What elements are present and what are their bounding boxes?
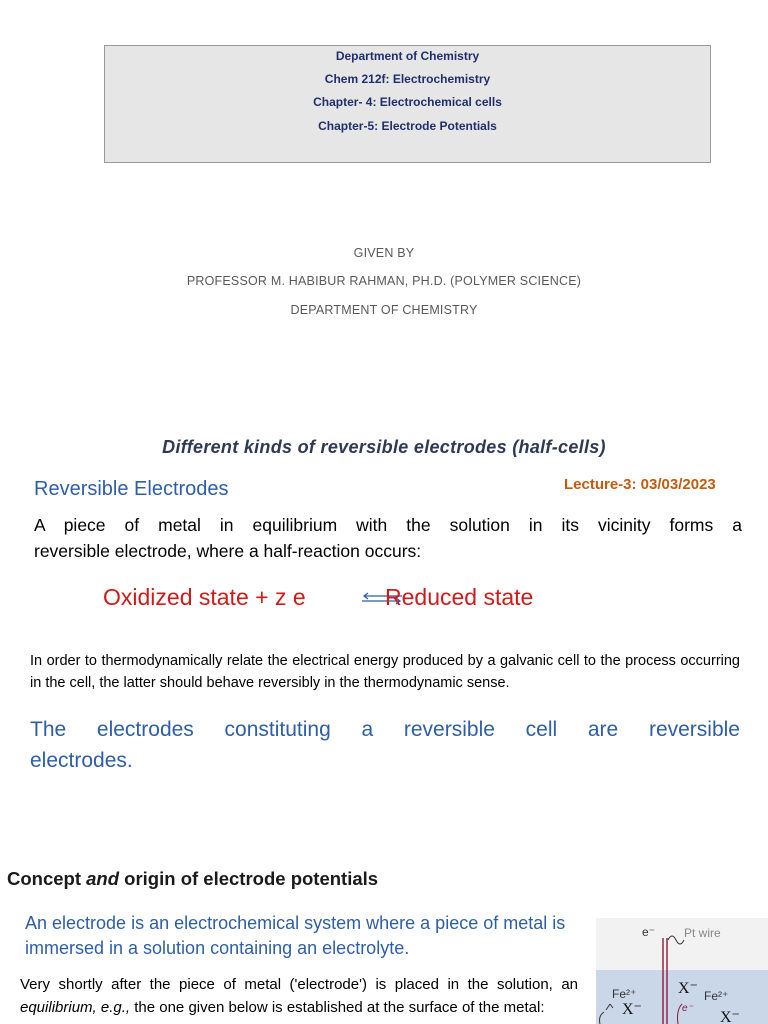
diagram-x-bottom-right: X⁻ — [720, 1009, 740, 1024]
reversible-electrodes-heading: Reversible Electrodes — [34, 478, 229, 500]
diagram-fe-left: Fe²⁺ — [612, 987, 637, 1001]
diagram-electron-label: e⁻ — [642, 925, 656, 939]
equilibrium-paragraph — [20, 973, 578, 1019]
header-chapter-4: Chapter- 4: Electrochemical cells — [313, 95, 502, 109]
given-by-dept: DEPARTMENT OF CHEMISTRY — [290, 303, 478, 317]
lecture-label: Lecture-3: 03/03/2023 — [564, 476, 716, 493]
electrode-definition: An electrode is an electrochemical system where a piece of metal is immersed in a solution containing an electrolyte. — [25, 913, 566, 958]
reversible-cell-line-2: electrodes. — [30, 749, 133, 772]
given-by-label: GIVEN BY — [353, 246, 415, 260]
equilibrium-emphasis: equilibrium, e.g., — [20, 999, 131, 1016]
thermodynamic-paragraph: In order to thermodynamically relate the electrical energy produced by a galvanic cell to the process occurring in the cell, the latter should behave reversibly in the thermodynamic sense. — [30, 653, 740, 691]
diagram-x-left: X⁻ — [622, 1001, 642, 1018]
concept-title-word: Concept — [7, 868, 81, 889]
header-chapter-5: Chapter-5: Electrode Potentials — [318, 119, 497, 133]
equilibrium-text-2: the one given below is established at the surface of the metal: — [130, 999, 545, 1016]
header-box — [104, 45, 711, 163]
slide-title: Different kinds of reversible electrodes (half-cells) — [162, 437, 606, 457]
electrode-diagram-svg — [596, 918, 768, 1024]
intro-line-1: A piece of metal in equilibrium with the solution in its vicinity forms a — [34, 515, 742, 535]
electrode-diagram — [596, 918, 768, 1024]
diagram-x-top-right: X⁻ — [678, 980, 698, 997]
diagram-electron-inner: e⁻ — [682, 1003, 693, 1014]
equilibrium-text-1: Very shortly after the piece of metal ('electrode') is placed in the solution, an — [20, 976, 578, 993]
given-by-name: PROFESSOR M. HABIBUR RAHMAN, PH.D. (POLYMER SCIENCE) — [186, 274, 582, 288]
reversible-cell-paragraph — [30, 714, 740, 776]
intro-line-2: reversible electrode, where a half-reaction occurs: — [34, 541, 422, 561]
reaction-reduced: Reduced state — [385, 584, 534, 610]
reversible-cell-line-1: The electrodes constituting a reversible cell are reversible — [30, 718, 740, 741]
half-reaction — [0, 584, 768, 614]
concept-title-rest: origin of electrode potentials — [124, 868, 379, 889]
reaction-oxidized: Oxidized state + z e — [103, 584, 306, 610]
concept-title — [7, 868, 378, 890]
concept-title-and: and — [86, 868, 120, 889]
diagram-pt-wire-label: Pt wire — [684, 926, 721, 940]
header-department: Department of Chemistry — [335, 49, 480, 63]
diagram-fe-right: Fe²⁺ — [704, 989, 729, 1003]
header-course: Chem 212f: Electrochemistry — [324, 72, 491, 86]
